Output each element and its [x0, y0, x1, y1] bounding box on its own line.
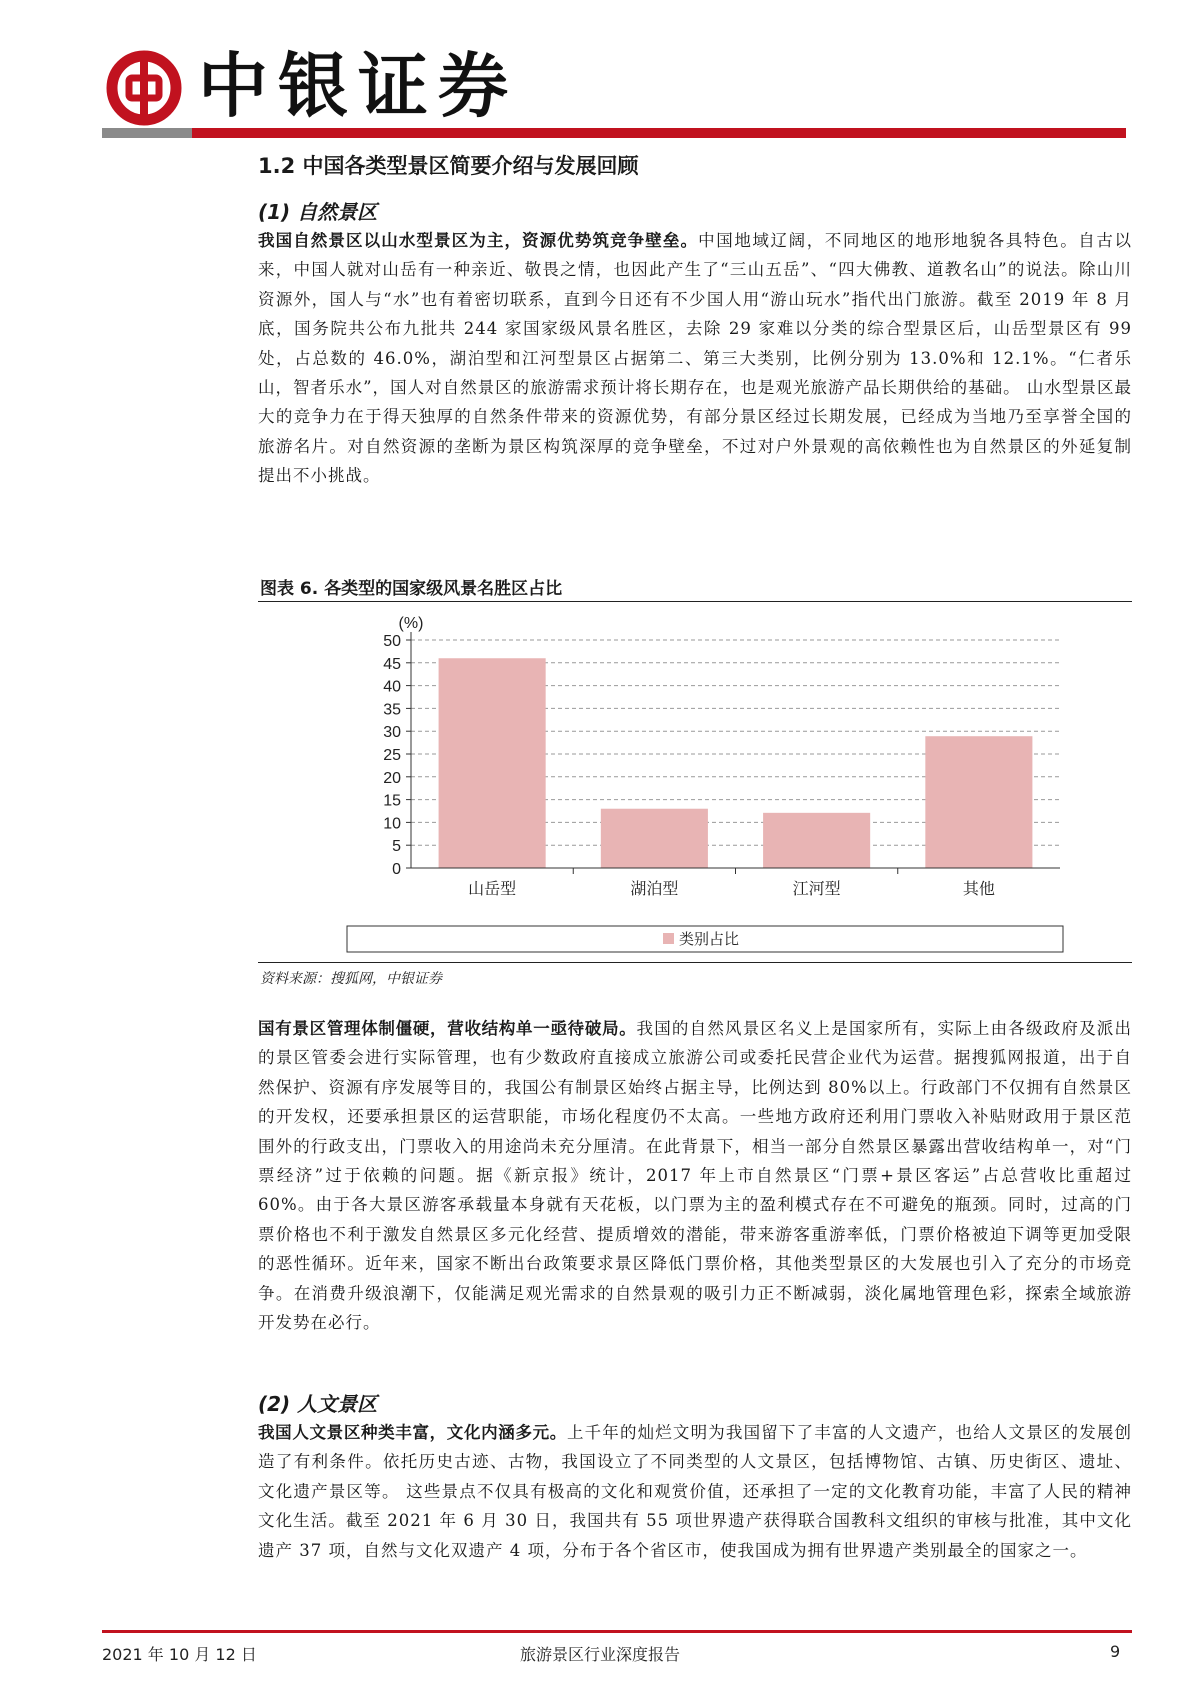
bank-of-china-logo-icon — [106, 50, 182, 126]
state-owned-paragraph — [258, 1014, 1132, 1337]
chart-bar — [925, 736, 1032, 868]
footer-rule — [102, 1630, 1132, 1633]
cultural-heading: (2) 人文景区 — [258, 1392, 378, 1416]
chart-y-ticks — [383, 633, 411, 878]
chart-y-unit-label: (%) — [398, 615, 424, 632]
chart-bars — [439, 658, 1033, 868]
chart-y-tick-label: 50 — [383, 633, 401, 650]
chart-y-tick-label: 45 — [383, 655, 401, 673]
chart-legend-label: 类别占比 — [679, 930, 740, 948]
chart-x-tick-label: 山岳型 — [468, 879, 517, 898]
chart-y-tick-label: 35 — [383, 701, 401, 719]
header-rule — [102, 128, 1126, 138]
section-title: 1.2 中国各类型景区简要介绍与发展回顾 — [258, 154, 639, 178]
chart-bar — [601, 809, 708, 868]
chart-x-tick-label: 江河型 — [792, 879, 841, 898]
state-owned-body: 我国的自然风景区名义上是国家所有，实际上由各级政府及派出的景区管委会进行实际管理，也有少数政府直接成立旅游公司或委托民营企业代为运营。据搜狐网报道，出于自然保护、资源有序发展等目的，我国公有制景区始终占据主导，比例达到 80%以上。行政部门不仅拥有自然景区的开发权，还要承担景区的运营职能，市场化程度仍不太高。一些地方政府还利用门票收入补贴财政用于景区范围外的行政支出，门票收入的用途尚未充分厘清。在此背景下，相当一部分自然景区暴露出营收结构单一，对“门票经济”过于依赖的问题。据《新京报》统计，2017 年上市自然景区“门票+景区客运”占总营收比重超过 60%。由于各大景区游客承载量本身就有天花板，以门票为主的盈利模式存在不可避免的瓶颈。同时，过高的门票价格也不利于激发自然景区多元化经营、提质增效的潜能，带来游客重游率低，门票价格被迫下调等更加受限的恶性循环。近年来，国家不断出台政策要求景区降低门票价格，其他类型景区的大发展也引入了充分的市场竞争。在消费升级浪潮下，仅能满足观光需求的自然景观的吸引力正不断减弱，淡化属地管理色彩，探索全域旅游开发势在必行。 — [258, 1019, 1133, 1333]
chart-bar — [763, 813, 870, 868]
natural-heading: (1) 自然景区 — [258, 200, 378, 224]
chart-source: 资料来源：搜狐网，中银证券 — [260, 971, 442, 987]
chart-y-tick-label: 10 — [383, 815, 401, 833]
chart-bottom-rule — [258, 962, 1132, 963]
cultural-lead: 我国人文景区种类丰富，文化内涵多元。 — [258, 1423, 567, 1442]
chart-y-tick-label: 40 — [383, 678, 401, 696]
natural-lead: 我国自然景区以山水型景区为主，资源优势筑竞争壁垒。 — [258, 231, 699, 250]
state-owned-lead: 国有景区管理体制僵硬，营收结构单一亟待破局。 — [258, 1019, 637, 1038]
chart-legend-swatch — [663, 933, 674, 944]
bar-chart — [258, 602, 1132, 962]
chart-x-tick-label: 湖泊型 — [630, 879, 679, 898]
chart-y-tick-label: 15 — [383, 792, 401, 810]
chart-y-tick-label: 0 — [392, 861, 401, 878]
chart-y-tick-label: 25 — [383, 747, 401, 764]
footer-page-number: 9 — [1110, 1642, 1121, 1661]
chart-bar — [439, 658, 546, 868]
brand-name: 中银证券 — [198, 45, 518, 127]
chart-y-tick-label: 5 — [392, 838, 401, 856]
natural-body: 中国地域辽阔，不同地区的地形地貌各具特色。自古以来，中国人就对山岳有一种亲近、敬畏之情，也因此产生了“三山五岳”、“四大佛教、道教名山”的说法。除山川资源外，国人与“水”也有着密切联系，直到今日还有不少国人用“游山玩水”指代出门旅游。截至 2019 年 8 月底，国务院共公布九批共 244 家国家级风景名胜区，去除 29 家难以分类的综合型景区后，山岳型景区有 99 处，占总数的 46.0%，湖泊型和江河型景区占据第二、第三大类别，比例分别为 13.0%和 12.1%。“仁者乐山，智者乐水”，国人对自然景区的旅游需求预计将长期存在，也是观光旅游产品长期供给的基础。 山水型景区最大的竞争力在于得天独厚的自然条件带来的资源优势，有部分景区经过长期发展，已经成为当地乃至享誉全国的旅游名片。对自然资源的垄断为景区构筑深厚的竞争壁垒，不过对户外景观的高依赖性也为自然景区的外延复制提出不小挑战。 — [258, 231, 1133, 486]
chart-x-labels — [468, 879, 995, 898]
chart-x-tick-label: 其他 — [962, 879, 995, 898]
footer-date: 2021 年 10 月 12 日 — [102, 1645, 257, 1664]
cultural-paragraph — [258, 1418, 1132, 1565]
cultural-body: 上千年的灿烂文明为我国留下了丰富的人文遗产，也给人文景区的发展创造了有利条件。依托历史古迹、古物，我国设立了不同类型的人文景区，包括博物馆、古镇、历史街区、遗址、文化遗产景区等。 这些景点不仅具有极高的文化和观赏价值，还承担了一定的文化教育功能，丰富了人民的精神文化生活。截至 2021 年 6 月 30 日，我国共有 55 项世界遗产获得联合国教科文组织的审核与批准，其中文化遗产 37 项，自然与文化双遗产 4 项，分布于各个省区市，使我国成为拥有世界遗产类别最全的国家之一。 — [258, 1423, 1133, 1560]
footer-report-title: 旅游景区行业深度报告 — [520, 1645, 681, 1664]
chart-y-tick-label: 30 — [383, 724, 401, 742]
chart-y-tick-label: 20 — [383, 769, 401, 787]
natural-paragraph — [258, 226, 1132, 491]
chart-title: 图表 6. 各类型的国家级风景名胜区占比 — [260, 579, 563, 599]
